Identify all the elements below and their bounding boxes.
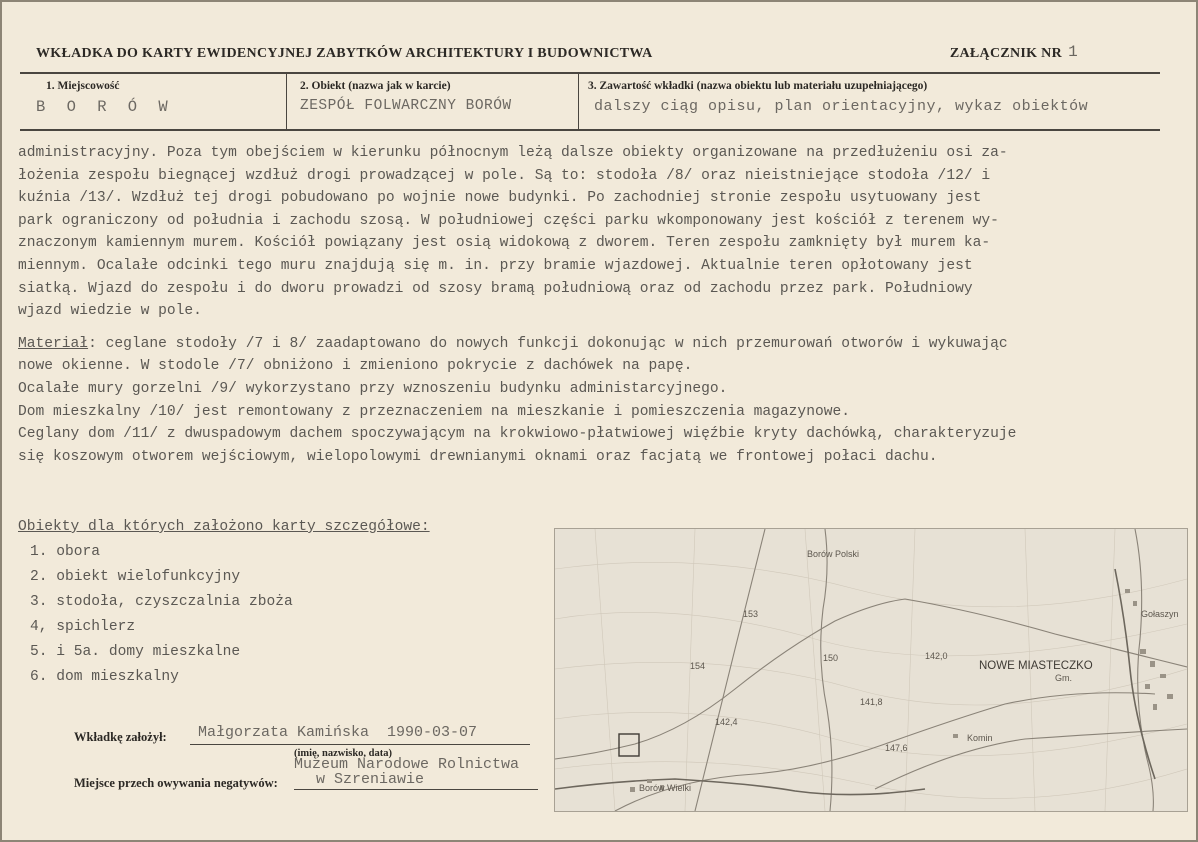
header-rule-top	[20, 72, 1160, 74]
list-item: 2. obiekt wielofunkcyjny	[30, 569, 241, 585]
orientation-map	[554, 528, 1188, 812]
attachment-number: 1	[1068, 43, 1078, 61]
card-body	[18, 142, 1188, 468]
material-paragraph	[18, 333, 1188, 469]
content-value: dalszy ciąg opisu, plan orientacyjny, wykaz obiektów	[594, 98, 1089, 115]
map-label: Komin	[967, 733, 993, 743]
material-line: Ceglany dom /11/ z dwuspadowym dachem spoczywającym na krokwiowo-płatwiowej więźbie kryty dachówką, charakteryzuje	[18, 426, 1017, 443]
material-text: : ceglane stodoły /7 i 8/ zaadaptowano do nowych funkcji dokonując w nich przemurowań otworów i wykuwając	[88, 335, 1008, 352]
description-line: administracyjny. Poza tym obejściem w kierunku północnym leżą dalsze obiekty organizowane na przedłużeniu osi za-	[18, 145, 1008, 161]
description-line: łożenia zespołu biegnącej wzdłuż drogi prowadzącej w pole. Są to: stodoła /8/ oraz nieistniejące stodoła /12/ i	[18, 167, 991, 184]
map-label: 142,4	[715, 717, 738, 727]
material-line-first	[18, 333, 1188, 356]
field-divider-1	[286, 74, 287, 130]
content-label: 3. Zawartość wkładki (nazwa obiektu lub materiału uzupełniającego)	[588, 80, 928, 92]
description-line: miennym. Ocalałe odcinki tego muru znajdują się m. in. przy bramie wjazdowej. Aktualnie teren opłotowany jest	[18, 257, 973, 274]
map-label: 141,8	[860, 697, 883, 707]
map-label: NOWE MIASTECZKO	[979, 660, 1093, 672]
author-label: Wkładkę założył:	[74, 730, 167, 744]
list-item: 6. dom mieszkalny	[30, 669, 179, 685]
storage-line	[294, 789, 538, 790]
locality-value: B O R Ó W	[36, 98, 174, 116]
attachment-label: ZAŁĄCZNIK NR	[949, 46, 1062, 61]
author-value: Małgorzata Kamińska 1990-03-07	[198, 724, 478, 741]
storage-label: Miejsce przech owywania negatywów:	[74, 776, 278, 790]
description-line: kuźnia /13/. Wzdłuż tej drogi pobudowano po wojnie nowe budynki. Po zachodniej stronie zespołu usytuowany jest	[18, 190, 982, 207]
card-title: WKŁADKA DO KARTY EWIDENCYJNEJ ZABYTKÓW ARCHITEKTURY I BUDOWNICTWA	[36, 46, 653, 61]
locality-label: 1. Miejscowość	[46, 80, 120, 92]
map-label: Gm.	[1055, 673, 1072, 683]
orientation-map-drawing	[555, 529, 1187, 811]
storage-value-2: w Szreniawie	[316, 771, 425, 788]
map-label: 153	[743, 609, 759, 619]
material-line: Ocalałe mury gorzelni /9/ wykorzystano przy wznoszeniu budynku administarcyjnego.	[18, 380, 728, 397]
material-line: nowe okienne. W stodole /7/ obniżono i zmieniono pokrycie z dachówek na papę.	[18, 358, 693, 375]
map-label: Borów Polski	[807, 549, 860, 559]
map-label: 150	[823, 653, 839, 663]
author-hint: (imię, nazwisko, data)	[294, 748, 392, 759]
field-divider-2	[578, 74, 579, 130]
list-item: 1. obora	[30, 544, 101, 560]
material-line: się koszowym otworem wejściowym, wielopolowymi drewnianymi oknami oraz facjatą we frontowej połaci dachu.	[18, 448, 938, 465]
author-line	[190, 744, 530, 745]
storage-value-1: Muzeum Narodowe Rolnictwa	[294, 756, 520, 773]
list-item: 3. stodoła, czyszczalnia zboża	[30, 594, 293, 610]
header-rule-bottom	[20, 129, 1160, 131]
object-value: ZESPÓŁ FOLWARCZNY BORÓW	[300, 98, 512, 114]
objects-list	[30, 540, 293, 690]
object-label: 2. Obiekt (nazwa jak w karcie)	[300, 80, 451, 92]
objects-heading: Obiekty dla których założono karty szczegółowe:	[18, 519, 430, 535]
description-line: park ograniczony od południa i zachodu szosą. W południowej części parku wkomponowany jest kościół z terenem wy-	[18, 212, 999, 229]
description-line: wjazd wiedzie w pole.	[18, 303, 202, 320]
description-line: znaczonym kamiennym murem. Kościół powiązany jest osią widokową z dworem. Teren zespołu zamknięty był murem ka-	[18, 235, 991, 252]
card-header	[36, 42, 1162, 70]
map-label: Gołaszyn	[1141, 609, 1179, 619]
map-label: 142,0	[925, 651, 948, 661]
map-label: 154	[690, 661, 706, 671]
map-label: 147,6	[885, 743, 908, 753]
material-line: Dom mieszkalny /10/ jest remontowany z przeznaczeniem na mieszkanie i pomieszczenia magazynowe.	[18, 403, 850, 420]
list-item: 4, spichlerz	[30, 619, 136, 635]
description-paragraph	[18, 142, 1188, 323]
description-line: siatką. Wjazd do zespołu i do dworu prowadzi od szosy bramą południową oraz od zachodu przez park. Południowy	[18, 280, 973, 297]
list-item: 5. i 5a. domy mieszkalne	[30, 644, 241, 660]
material-heading: Materiał	[18, 335, 89, 352]
map-label: Borów Wielki	[639, 783, 692, 793]
